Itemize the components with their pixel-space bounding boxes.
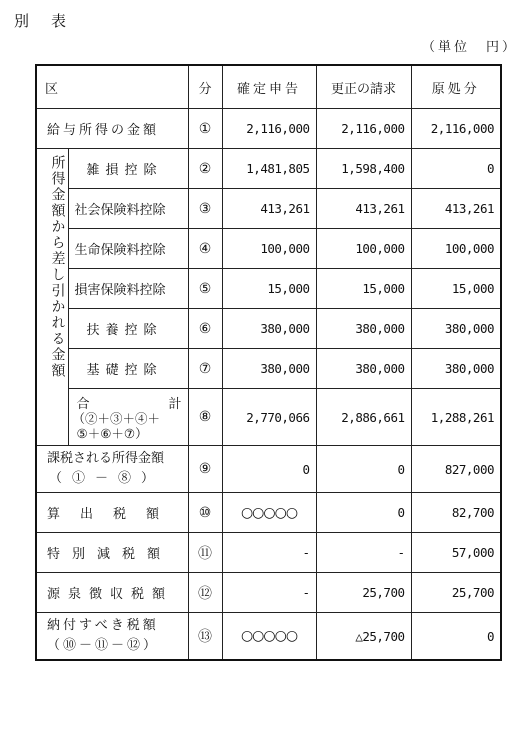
- total-formula-line-2: ⑤＋⑥＋⑦）: [76, 426, 148, 441]
- row-number: ⑤: [188, 269, 222, 309]
- header-label-right: 分: [188, 65, 222, 109]
- cell-declaration: 100,000: [222, 229, 316, 269]
- cell-disposition: 25,700: [411, 573, 501, 613]
- cell-disposition: 380,000: [411, 349, 501, 389]
- cell-claim: 2,886,661: [316, 389, 411, 446]
- cell-disposition: 1,288,261: [411, 389, 501, 446]
- row-number: ⑥: [188, 309, 222, 349]
- row-label: 源泉徴収税額: [36, 573, 188, 613]
- payable-label: 納付すべき税額: [47, 618, 159, 633]
- cell-disposition: 827,000: [411, 446, 501, 493]
- cell-disposition: 380,000: [411, 309, 501, 349]
- row-casualty-loss: [36, 149, 501, 189]
- cell-claim: 2,116,000: [316, 109, 411, 149]
- cell-claim: 413,261: [316, 189, 411, 229]
- cell-declaration: 380,000: [222, 309, 316, 349]
- cell-disposition: 15,000: [411, 269, 501, 309]
- payable-formula: （⑩－⑪－⑫）: [47, 638, 160, 653]
- header-declaration: 確定申告: [222, 65, 316, 109]
- cell-claim: 380,000: [316, 349, 411, 389]
- row-number: ⑨: [188, 446, 222, 493]
- cell-declaration: ○○○○○: [222, 493, 316, 533]
- row-tax-payable: [36, 613, 501, 661]
- row-label: 特別減税額: [36, 533, 188, 573]
- row-label: [36, 446, 188, 493]
- row-withholding-tax: [36, 573, 501, 613]
- header-row: [36, 65, 501, 109]
- taxable-label: 課税される所得金額: [47, 451, 165, 466]
- total-formula: [73, 411, 161, 441]
- row-number: ③: [188, 189, 222, 229]
- cell-claim: 100,000: [316, 229, 411, 269]
- row-salary-income: [36, 109, 501, 149]
- row-special-tax-reduction: [36, 533, 501, 573]
- cell-claim: -: [316, 533, 411, 573]
- row-computed-tax: [36, 493, 501, 533]
- row-number: ⑫: [188, 573, 222, 613]
- row-number: ⑧: [188, 389, 222, 446]
- row-dependent: [36, 309, 501, 349]
- cell-declaration: 2,770,066: [222, 389, 316, 446]
- row-label: 生命保険料控除: [68, 229, 188, 269]
- cell-declaration: -: [222, 533, 316, 573]
- tax-table: [35, 64, 502, 661]
- cell-disposition: 57,000: [411, 533, 501, 573]
- taxable-formula: （①－⑧）: [49, 471, 165, 486]
- row-damage-insurance: [36, 269, 501, 309]
- unit-note: （単位 円）: [422, 40, 519, 55]
- total-label-b: 計: [168, 397, 182, 412]
- row-deduction-total: [36, 389, 501, 446]
- row-label: 扶養控除: [68, 309, 188, 349]
- cell-claim: 380,000: [316, 309, 411, 349]
- row-label: [68, 389, 188, 446]
- row-number: ⑦: [188, 349, 222, 389]
- cell-declaration: 2,116,000: [222, 109, 316, 149]
- row-label: 雑損控除: [68, 149, 188, 189]
- cell-declaration: 0: [222, 446, 316, 493]
- row-number: ⑬: [188, 613, 222, 661]
- cell-claim: 25,700: [316, 573, 411, 613]
- cell-declaration: -: [222, 573, 316, 613]
- cell-declaration: 1,481,805: [222, 149, 316, 189]
- row-label: 社会保険料控除: [68, 189, 188, 229]
- row-number: ⑪: [188, 533, 222, 573]
- cell-claim: 1,598,400: [316, 149, 411, 189]
- header-disposition: 原処分: [411, 65, 501, 109]
- row-label: 損害保険料控除: [68, 269, 188, 309]
- total-formula-line-1: （②＋③＋④＋: [72, 411, 161, 426]
- row-taxable-income: [36, 446, 501, 493]
- cell-disposition: 100,000: [411, 229, 501, 269]
- row-label: 給与所得の金額: [36, 109, 188, 149]
- deduction-group-label: 所得金額から差し引かれる金額: [36, 149, 68, 446]
- cell-disposition: 413,261: [411, 189, 501, 229]
- row-basic: [36, 349, 501, 389]
- cell-declaration: 15,000: [222, 269, 316, 309]
- row-number: ②: [188, 149, 222, 189]
- row-label: 基礎控除: [68, 349, 188, 389]
- row-label: [36, 613, 188, 661]
- cell-claim: 0: [316, 493, 411, 533]
- cell-declaration: ○○○○○: [222, 613, 316, 661]
- header-claim: 更正の請求: [316, 65, 411, 109]
- cell-disposition: 2,116,000: [411, 109, 501, 149]
- cell-disposition: 0: [411, 613, 501, 661]
- cell-declaration: 380,000: [222, 349, 316, 389]
- cell-disposition: 82,700: [411, 493, 501, 533]
- row-social-insurance: [36, 189, 501, 229]
- total-label-a: 合: [76, 397, 90, 412]
- row-number: ①: [188, 109, 222, 149]
- cell-claim: 15,000: [316, 269, 411, 309]
- cell-disposition: 0: [411, 149, 501, 189]
- row-number: ④: [188, 229, 222, 269]
- row-label: 算出税額: [36, 493, 188, 533]
- header-label-cell: [36, 65, 188, 109]
- cell-claim: △25,700: [316, 613, 411, 661]
- document-title: 別表: [14, 12, 89, 30]
- cell-claim: 0: [316, 446, 411, 493]
- row-number: ⑩: [188, 493, 222, 533]
- cell-declaration: 413,261: [222, 189, 316, 229]
- header-label-left: 区: [45, 81, 59, 97]
- row-life-insurance: [36, 229, 501, 269]
